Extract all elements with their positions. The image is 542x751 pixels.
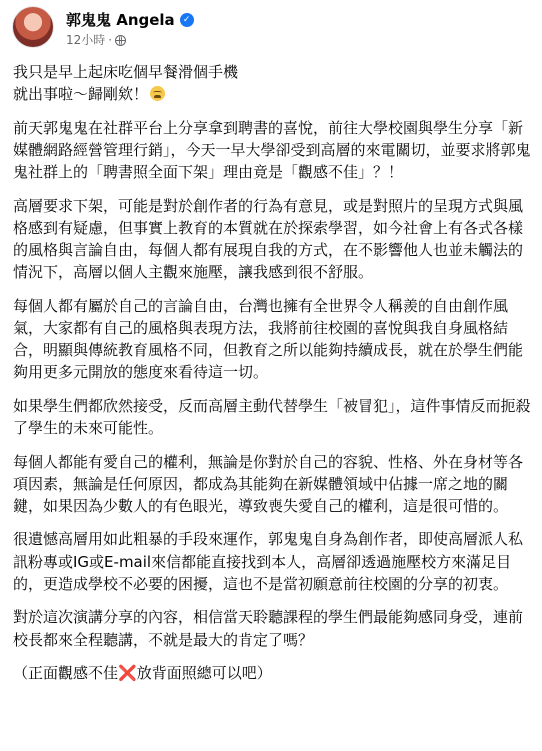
cross-mark-icon: ❌ [118,664,137,683]
post-header [12,6,532,54]
paragraph-line: 我只是早上起床吃個早餐滑個手機 [13,63,239,81]
post-paragraph [13,61,531,105]
post-paragraph: 每個人都有屬於自己的言論自由，台灣也擁有全世界令人稱羨的自由創作風氣，大家都有自己的風格與表現方法，我將前往校園的喜悅與我自身風格結合，明顯與傳統教育風格不同，但教育之所以能夠持續成長，就在於學生們能夠用更多元開放的態度來看待這一切。 [13,296,524,382]
post-paragraph [13,662,531,684]
post-paragraph: 很遺憾高層用如此粗暴的手段來運作，郭鬼鬼自身為創作者，即使高層派人私訊粉專或IG或E-mail來信都能直接找到本人，高層卻透過施壓校方來滿足目的，更造成學校不必要的困擾，這也不是當初願意前往校園的分享的初衷。 [13,530,524,593]
globe-icon[interactable] [115,35,126,46]
author-name[interactable]: 郭鬼鬼 Angela [66,11,175,29]
post-paragraph: 如果學生們都欣然接受，反而高層主動代替學生「被冒犯」，這件事情反而扼殺了學生的未來可能性。 [13,396,531,438]
verified-badge-icon: ✓ [180,13,194,27]
paragraph-text: （正面觀感不佳 [13,664,119,683]
post-timestamp[interactable]: 12小時 [66,33,106,47]
avatar[interactable] [12,6,54,48]
paragraph-text: 放背面照總可以吧） [136,664,272,683]
post-paragraph: 每個人都能有愛自己的權利，無論是你對於自己的容貌、性格、外在身材等各項因素，無論是任何原因，都成為其能夠在新媒體領域中佔據一席之地的關鍵，如果因為少數人的有色眼光，導致喪失愛自己的權利，這是很可惜的。 [13,452,524,515]
author-row [66,10,194,30]
post-meta [66,32,126,48]
meta-separator: · [108,33,113,47]
paragraph-line: 就出事啦～歸剛欸！ [13,85,149,104]
post-body [13,61,531,696]
tired-face-emoji-icon [150,86,165,101]
post-paragraph: 前天郭鬼鬼在社群平台上分享拿到聘書的喜悅，前往大學校園與學生分享「新媒體網路經營管理行銷」，今天一早大學卻受到高層的來電關切，並要求將郭鬼鬼社群上的「聘書照全面下架」理由竟是「觀感不佳」？！ [13,118,531,182]
post-paragraph: 高層要求下架，可能是對於創作者的行為有意見，或是對照片的呈現方式與風格感到有疑慮，但事實上教育的本質就在於探索學習，如今社會上有各式各樣的風格與言論自由，每個人都有展現自我的方式，在不影響他人也並未觸法的情況下，高層以個人主觀來施壓，讓我感到很不舒服。 [13,196,524,282]
post-paragraph: 對於這次演講分享的內容，相信當天聆聽課程的學生們最能夠感同身受，連前校長都來全程聽講，不就是最大的肯定了嗎？ [13,608,524,649]
